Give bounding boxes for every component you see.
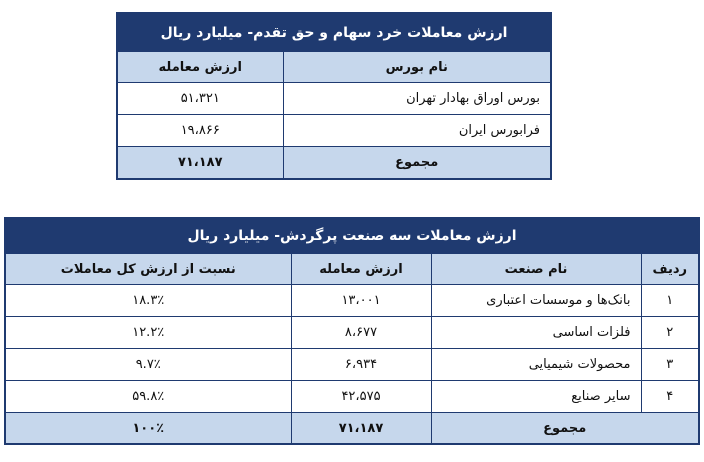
table-title: ارزش معاملات سه صنعت پرگردش- میلیارد ریال — [5, 218, 699, 254]
total-label: مجموع — [431, 413, 699, 445]
column-header-index: ردیف — [641, 254, 699, 285]
column-header-value: ارزش معامله — [117, 52, 283, 83]
total-row — [117, 147, 551, 180]
trade-value: ۵۱،۳۲۱ — [117, 83, 283, 115]
retail-trading-table — [116, 12, 552, 180]
total-row — [5, 413, 699, 445]
share-percent: ۱۲.۲٪ — [5, 317, 291, 349]
column-header-value: ارزش معامله — [291, 254, 431, 285]
column-header-industry: نام صنعت — [431, 254, 641, 285]
column-header-share: نسبت از ارزش کل معاملات — [5, 254, 291, 285]
industry-name: فلزات اساسی — [431, 317, 641, 349]
share-percent: ۹.۷٪ — [5, 349, 291, 381]
industry-name: بانک‌ها و موسسات اعتباری — [431, 285, 641, 317]
exchange-name: بورس اوراق بهادار تهران — [283, 83, 551, 115]
industry-name: محصولات شیمیایی — [431, 349, 641, 381]
trade-value: ۱۳،۰۰۱ — [291, 285, 431, 317]
row-index: ۱ — [641, 285, 699, 317]
total-value: ۷۱،۱۸۷ — [117, 147, 283, 180]
trade-value: ۶،۹۳۴ — [291, 349, 431, 381]
top-industries-table — [4, 217, 700, 445]
industry-name: سایر صنایع — [431, 381, 641, 413]
total-value: ۷۱،۱۸۷ — [291, 413, 431, 445]
trade-value: ۴۲،۵۷۵ — [291, 381, 431, 413]
share-percent: ۱۸.۳٪ — [5, 285, 291, 317]
row-index: ۴ — [641, 381, 699, 413]
exchange-name: فرابورس ایران — [283, 115, 551, 147]
share-percent: ۵۹.۸٪ — [5, 381, 291, 413]
table-row — [5, 349, 699, 381]
row-index: ۲ — [641, 317, 699, 349]
trade-value: ۸،۶۷۷ — [291, 317, 431, 349]
column-header-exchange: نام بورس — [283, 52, 551, 83]
table-row — [5, 381, 699, 413]
total-share: ۱۰۰٪ — [5, 413, 291, 445]
table-row — [117, 83, 551, 115]
table-row — [117, 115, 551, 147]
total-label: مجموع — [283, 147, 551, 180]
row-index: ۳ — [641, 349, 699, 381]
table-title: ارزش معاملات خرد سهام و حق تقدم- میلیارد ریال — [117, 13, 551, 52]
table-row — [5, 285, 699, 317]
table-row — [5, 317, 699, 349]
trade-value: ۱۹،۸۶۶ — [117, 115, 283, 147]
